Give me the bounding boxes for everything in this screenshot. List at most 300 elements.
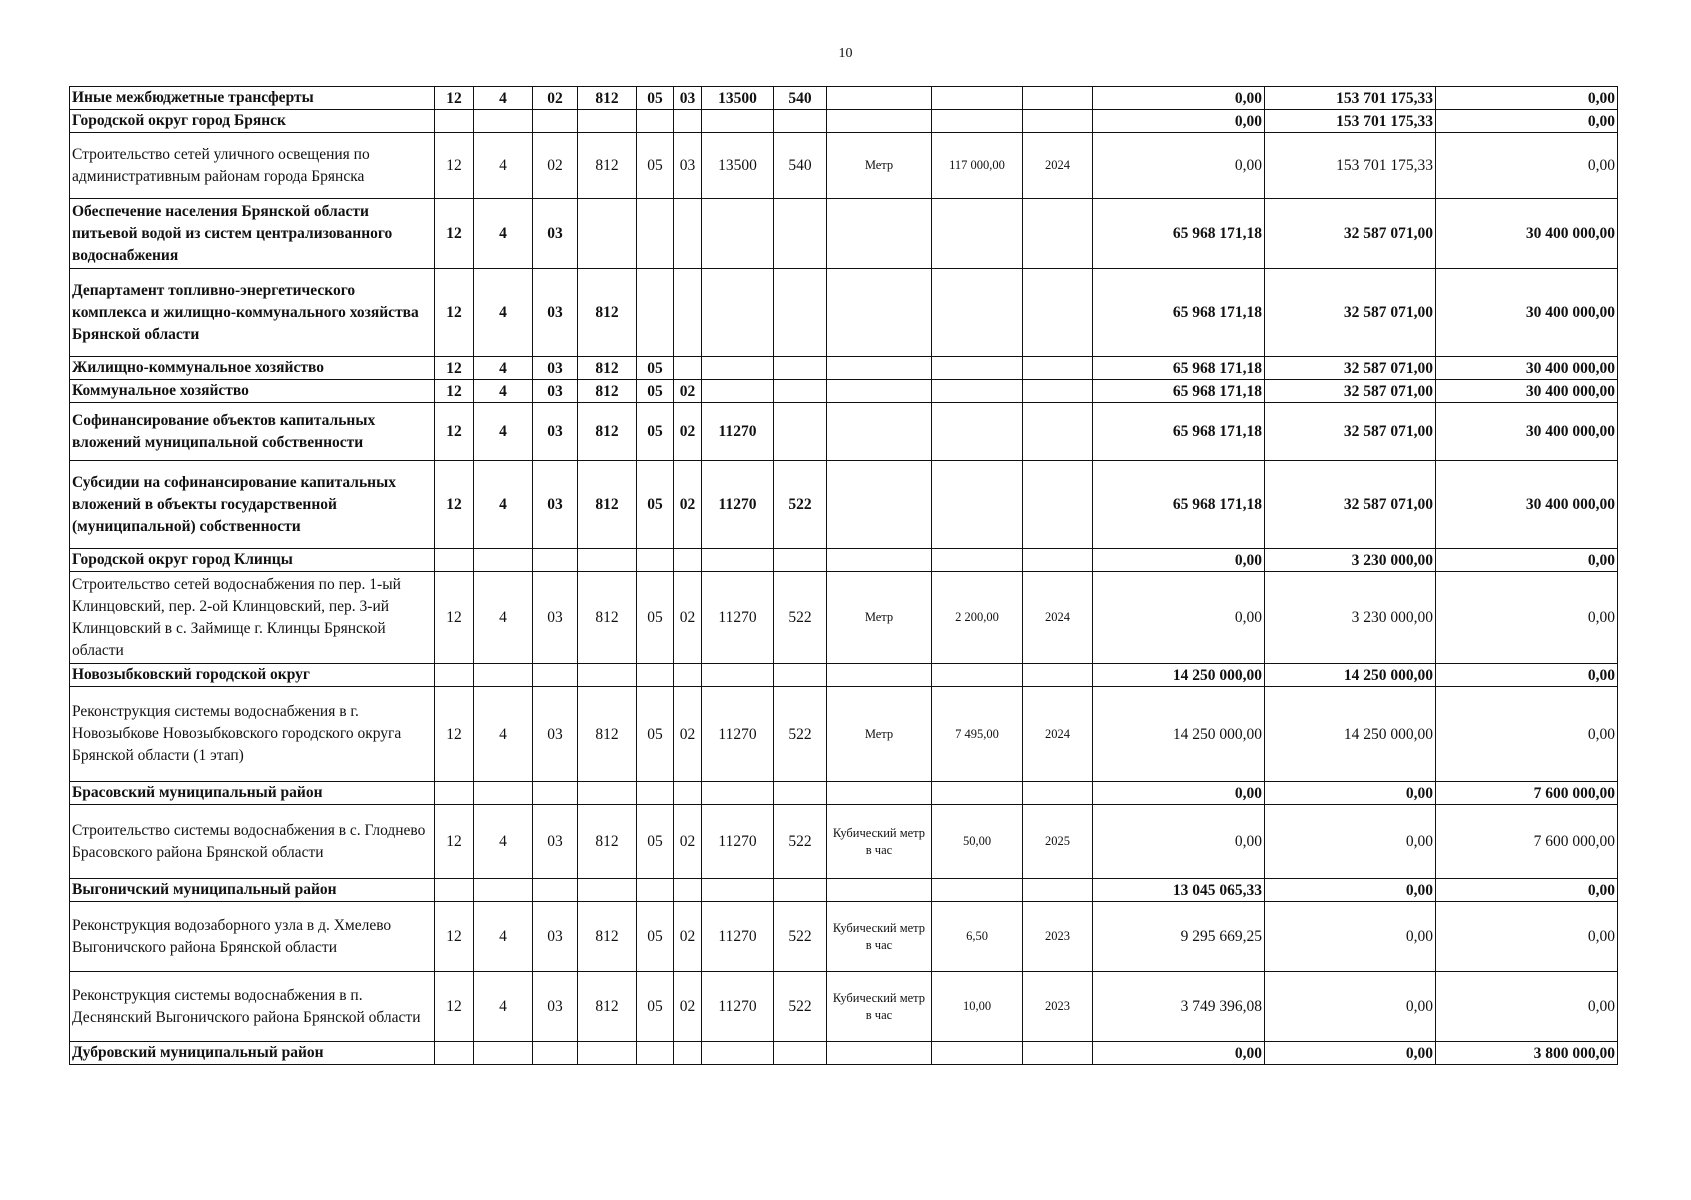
unit-cell [827, 461, 932, 549]
unit-cell [827, 110, 932, 133]
amount-cell: 3 749 396,08 [1093, 972, 1265, 1042]
code-cell [774, 380, 827, 403]
code-cell: 522 [774, 805, 827, 879]
amount-cell: 0,00 [1265, 879, 1436, 902]
amount-cell: 7 600 000,00 [1436, 805, 1618, 879]
table-row [70, 879, 1618, 902]
amount-cell: 0,00 [1093, 782, 1265, 805]
amount-cell: 30 400 000,00 [1436, 269, 1618, 357]
code-cell [578, 549, 637, 572]
code-cell: 12 [435, 687, 474, 782]
year-cell [1023, 1042, 1093, 1065]
row-name-cell: Реконструкция системы водоснабжения в п. Деснянский Выгоничского района Брянской области [70, 972, 435, 1042]
year-cell: 2025 [1023, 805, 1093, 879]
code-cell: 05 [637, 972, 674, 1042]
code-cell: 812 [578, 687, 637, 782]
code-cell [674, 110, 702, 133]
code-cell: 12 [435, 572, 474, 664]
code-cell: 05 [637, 380, 674, 403]
code-cell: 13500 [702, 87, 774, 110]
amount-cell: 7 600 000,00 [1436, 782, 1618, 805]
code-cell [702, 1042, 774, 1065]
code-cell [533, 879, 578, 902]
unit-cell: Метр [827, 572, 932, 664]
amount-cell: 30 400 000,00 [1436, 357, 1618, 380]
code-cell: 4 [474, 357, 533, 380]
unit-cell: Кубический метр в час [827, 972, 932, 1042]
code-cell: 02 [674, 403, 702, 461]
unit-cell: Метр [827, 687, 932, 782]
code-cell: 05 [637, 687, 674, 782]
code-cell [674, 664, 702, 687]
code-cell [702, 782, 774, 805]
table-row [70, 664, 1618, 687]
code-cell: 12 [435, 199, 474, 269]
table-row [70, 572, 1618, 664]
table-row [70, 461, 1618, 549]
code-cell: 812 [578, 805, 637, 879]
code-cell: 4 [474, 902, 533, 972]
code-cell: 522 [774, 572, 827, 664]
table-row [70, 403, 1618, 461]
amount-cell: 0,00 [1436, 133, 1618, 199]
year-cell [1023, 461, 1093, 549]
code-cell [674, 357, 702, 380]
code-cell: 4 [474, 687, 533, 782]
year-cell [1023, 269, 1093, 357]
code-cell: 812 [578, 572, 637, 664]
code-cell: 812 [578, 403, 637, 461]
code-cell: 4 [474, 87, 533, 110]
capacity-cell [932, 87, 1023, 110]
row-name-cell: Новозыбковский городской округ [70, 664, 435, 687]
capacity-cell [932, 110, 1023, 133]
code-cell [702, 357, 774, 380]
capacity-cell: 6,50 [932, 902, 1023, 972]
unit-cell: Кубический метр в час [827, 902, 932, 972]
unit-cell: Кубический метр в час [827, 805, 932, 879]
year-cell [1023, 879, 1093, 902]
code-cell [637, 782, 674, 805]
code-cell: 03 [533, 687, 578, 782]
code-cell [533, 782, 578, 805]
code-cell [774, 403, 827, 461]
amount-cell: 65 968 171,18 [1093, 199, 1265, 269]
amount-cell: 0,00 [1093, 110, 1265, 133]
code-cell [774, 269, 827, 357]
code-cell: 12 [435, 269, 474, 357]
amount-cell: 65 968 171,18 [1093, 380, 1265, 403]
code-cell [578, 664, 637, 687]
year-cell [1023, 664, 1093, 687]
code-cell [533, 664, 578, 687]
code-cell [674, 199, 702, 269]
capacity-cell [932, 269, 1023, 357]
code-cell [702, 664, 774, 687]
year-cell: 2023 [1023, 972, 1093, 1042]
code-cell: 02 [533, 87, 578, 110]
amount-cell: 32 587 071,00 [1265, 403, 1436, 461]
table-row [70, 972, 1618, 1042]
amount-cell: 30 400 000,00 [1436, 380, 1618, 403]
table-row [70, 110, 1618, 133]
code-cell: 812 [578, 380, 637, 403]
capacity-cell [932, 782, 1023, 805]
row-name-cell: Строительство сетей водоснабжения по пер. 1-ый Клинцовский, пер. 2-ой Клинцовский, пер. 3-ий Клинцовский в с. Займище г. Клинцы Брянской области [70, 572, 435, 664]
code-cell [702, 380, 774, 403]
unit-cell [827, 87, 932, 110]
code-cell: 05 [637, 805, 674, 879]
amount-cell: 0,00 [1265, 902, 1436, 972]
unit-cell [827, 782, 932, 805]
year-cell: 2024 [1023, 133, 1093, 199]
amount-cell: 0,00 [1436, 572, 1618, 664]
code-cell: 12 [435, 461, 474, 549]
amount-cell: 0,00 [1265, 1042, 1436, 1065]
code-cell: 05 [637, 902, 674, 972]
amount-cell: 30 400 000,00 [1436, 199, 1618, 269]
code-cell: 05 [637, 572, 674, 664]
code-cell: 4 [474, 380, 533, 403]
table-row [70, 269, 1618, 357]
amount-cell: 0,00 [1265, 782, 1436, 805]
capacity-cell: 2 200,00 [932, 572, 1023, 664]
code-cell: 4 [474, 199, 533, 269]
code-cell: 4 [474, 269, 533, 357]
row-name-cell: Реконструкция системы водоснабжения в г. Новозыбкове Новозыбковского городского округа Брянской области (1 этап) [70, 687, 435, 782]
row-name-cell: Жилищно-коммунальное хозяйство [70, 357, 435, 380]
amount-cell: 153 701 175,33 [1265, 110, 1436, 133]
amount-cell: 14 250 000,00 [1093, 687, 1265, 782]
code-cell: 03 [674, 87, 702, 110]
unit-cell [827, 199, 932, 269]
code-cell: 02 [674, 380, 702, 403]
code-cell [702, 110, 774, 133]
code-cell: 03 [533, 572, 578, 664]
code-cell: 03 [533, 461, 578, 549]
code-cell: 03 [533, 380, 578, 403]
code-cell: 812 [578, 357, 637, 380]
code-cell: 812 [578, 461, 637, 549]
code-cell [435, 664, 474, 687]
year-cell: 2024 [1023, 572, 1093, 664]
code-cell [774, 664, 827, 687]
code-cell: 03 [533, 269, 578, 357]
code-cell: 4 [474, 972, 533, 1042]
amount-cell: 13 045 065,33 [1093, 879, 1265, 902]
code-cell [578, 879, 637, 902]
amount-cell: 30 400 000,00 [1436, 461, 1618, 549]
capacity-cell [932, 403, 1023, 461]
code-cell [674, 549, 702, 572]
capacity-cell [932, 461, 1023, 549]
code-cell: 4 [474, 133, 533, 199]
code-cell [533, 549, 578, 572]
row-name-cell: Дубровский муниципальный район [70, 1042, 435, 1065]
code-cell [533, 110, 578, 133]
code-cell: 522 [774, 972, 827, 1042]
code-cell: 11270 [702, 972, 774, 1042]
capacity-cell [932, 1042, 1023, 1065]
year-cell [1023, 782, 1093, 805]
amount-cell: 65 968 171,18 [1093, 403, 1265, 461]
row-name-cell: Иные межбюджетные трансферты [70, 87, 435, 110]
amount-cell: 0,00 [1436, 902, 1618, 972]
amount-cell: 14 250 000,00 [1093, 664, 1265, 687]
capacity-cell [932, 664, 1023, 687]
code-cell: 03 [533, 805, 578, 879]
code-cell [774, 879, 827, 902]
code-cell: 02 [674, 972, 702, 1042]
table-row [70, 357, 1618, 380]
code-cell: 03 [533, 199, 578, 269]
amount-cell: 65 968 171,18 [1093, 357, 1265, 380]
amount-cell: 0,00 [1436, 687, 1618, 782]
capacity-cell [932, 357, 1023, 380]
code-cell: 522 [774, 902, 827, 972]
row-name-cell: Департамент топливно-энергетического комплекса и жилищно-коммунального хозяйства Брянской области [70, 269, 435, 357]
code-cell: 12 [435, 972, 474, 1042]
year-cell [1023, 403, 1093, 461]
code-cell [674, 879, 702, 902]
capacity-cell: 10,00 [932, 972, 1023, 1042]
amount-cell: 30 400 000,00 [1436, 403, 1618, 461]
year-cell: 2024 [1023, 687, 1093, 782]
capacity-cell [932, 879, 1023, 902]
unit-cell [827, 879, 932, 902]
table-row [70, 687, 1618, 782]
code-cell [435, 879, 474, 902]
year-cell [1023, 549, 1093, 572]
row-name-cell: Городской округ город Брянск [70, 110, 435, 133]
amount-cell: 32 587 071,00 [1265, 461, 1436, 549]
code-cell [578, 1042, 637, 1065]
code-cell [774, 1042, 827, 1065]
code-cell: 4 [474, 461, 533, 549]
amount-cell: 32 587 071,00 [1265, 199, 1436, 269]
code-cell: 05 [637, 461, 674, 549]
amount-cell: 0,00 [1093, 805, 1265, 879]
code-cell: 12 [435, 403, 474, 461]
code-cell [774, 357, 827, 380]
amount-cell: 32 587 071,00 [1265, 380, 1436, 403]
amount-cell: 65 968 171,18 [1093, 269, 1265, 357]
code-cell [637, 1042, 674, 1065]
code-cell [435, 1042, 474, 1065]
amount-cell: 0,00 [1093, 133, 1265, 199]
code-cell: 12 [435, 380, 474, 403]
table-row [70, 805, 1618, 879]
row-name-cell: Обеспечение населения Брянской области питьевой водой из систем централизованного водоснабжения [70, 199, 435, 269]
code-cell: 11270 [702, 805, 774, 879]
code-cell: 03 [674, 133, 702, 199]
amount-cell: 14 250 000,00 [1265, 664, 1436, 687]
code-cell: 03 [533, 403, 578, 461]
code-cell: 03 [533, 902, 578, 972]
year-cell [1023, 110, 1093, 133]
code-cell: 02 [674, 805, 702, 879]
code-cell [774, 110, 827, 133]
code-cell: 05 [637, 87, 674, 110]
code-cell [578, 199, 637, 269]
amount-cell: 9 295 669,25 [1093, 902, 1265, 972]
amount-cell: 0,00 [1265, 972, 1436, 1042]
code-cell: 540 [774, 133, 827, 199]
code-cell [637, 549, 674, 572]
table-row [70, 782, 1618, 805]
code-cell: 522 [774, 687, 827, 782]
code-cell [637, 110, 674, 133]
unit-cell [827, 1042, 932, 1065]
code-cell: 12 [435, 902, 474, 972]
code-cell [533, 1042, 578, 1065]
table-row [70, 902, 1618, 972]
budget-table [69, 86, 1618, 1065]
code-cell [702, 549, 774, 572]
capacity-cell: 50,00 [932, 805, 1023, 879]
code-cell: 12 [435, 805, 474, 879]
code-cell: 02 [674, 572, 702, 664]
capacity-cell: 117 000,00 [932, 133, 1023, 199]
code-cell: 4 [474, 403, 533, 461]
code-cell [702, 269, 774, 357]
code-cell: 02 [674, 461, 702, 549]
code-cell: 11270 [702, 902, 774, 972]
code-cell [674, 782, 702, 805]
code-cell: 05 [637, 357, 674, 380]
unit-cell [827, 269, 932, 357]
year-cell: 2023 [1023, 902, 1093, 972]
code-cell: 540 [774, 87, 827, 110]
year-cell [1023, 199, 1093, 269]
code-cell: 812 [578, 87, 637, 110]
code-cell: 812 [578, 972, 637, 1042]
code-cell: 11270 [702, 572, 774, 664]
code-cell: 12 [435, 133, 474, 199]
capacity-cell [932, 380, 1023, 403]
unit-cell [827, 357, 932, 380]
code-cell: 522 [774, 461, 827, 549]
amount-cell: 0,00 [1093, 1042, 1265, 1065]
row-name-cell: Выгоничский муниципальный район [70, 879, 435, 902]
code-cell: 05 [637, 133, 674, 199]
code-cell [474, 879, 533, 902]
capacity-cell: 7 495,00 [932, 687, 1023, 782]
row-name-cell: Брасовский муниципальный район [70, 782, 435, 805]
amount-cell: 3 800 000,00 [1436, 1042, 1618, 1065]
page-number: 10 [838, 46, 853, 61]
amount-cell: 32 587 071,00 [1265, 357, 1436, 380]
code-cell [474, 1042, 533, 1065]
code-cell: 11270 [702, 461, 774, 549]
row-name-cell: Строительство системы водоснабжения в с. Глоднево Брасовского района Брянской области [70, 805, 435, 879]
code-cell [474, 782, 533, 805]
code-cell [774, 782, 827, 805]
code-cell [702, 879, 774, 902]
code-cell: 812 [578, 133, 637, 199]
code-cell [474, 549, 533, 572]
code-cell: 4 [474, 805, 533, 879]
table-row [70, 380, 1618, 403]
table-row [70, 549, 1618, 572]
amount-cell: 0,00 [1436, 110, 1618, 133]
row-name-cell: Субсидии на софинансирование капитальных вложений в объекты государственной (муниципальной) собственности [70, 461, 435, 549]
amount-cell: 0,00 [1436, 87, 1618, 110]
amount-cell: 0,00 [1436, 549, 1618, 572]
code-cell: 03 [533, 357, 578, 380]
table-row [70, 87, 1618, 110]
amount-cell: 0,00 [1093, 87, 1265, 110]
amount-cell: 3 230 000,00 [1265, 549, 1436, 572]
code-cell: 02 [674, 687, 702, 782]
amount-cell: 153 701 175,33 [1265, 133, 1436, 199]
budget-table-body [70, 87, 1618, 1065]
code-cell: 05 [637, 403, 674, 461]
unit-cell [827, 549, 932, 572]
code-cell: 11270 [702, 687, 774, 782]
amount-cell: 0,00 [1265, 805, 1436, 879]
code-cell: 11270 [702, 403, 774, 461]
capacity-cell [932, 549, 1023, 572]
table-row [70, 1042, 1618, 1065]
amount-cell: 0,00 [1436, 972, 1618, 1042]
table-row [70, 199, 1618, 269]
code-cell: 03 [533, 972, 578, 1042]
year-cell [1023, 380, 1093, 403]
amount-cell: 3 230 000,00 [1265, 572, 1436, 664]
code-cell [578, 782, 637, 805]
code-cell [774, 549, 827, 572]
row-name-cell: Коммунальное хозяйство [70, 380, 435, 403]
unit-cell: Метр [827, 133, 932, 199]
table-row [70, 133, 1618, 199]
amount-cell: 0,00 [1436, 879, 1618, 902]
code-cell: 12 [435, 357, 474, 380]
code-cell [474, 664, 533, 687]
amount-cell: 0,00 [1093, 549, 1265, 572]
code-cell [702, 199, 774, 269]
amount-cell: 32 587 071,00 [1265, 269, 1436, 357]
code-cell [637, 269, 674, 357]
code-cell [435, 549, 474, 572]
amount-cell: 14 250 000,00 [1265, 687, 1436, 782]
code-cell: 13500 [702, 133, 774, 199]
code-cell [474, 110, 533, 133]
amount-cell: 0,00 [1436, 664, 1618, 687]
code-cell: 812 [578, 902, 637, 972]
code-cell [637, 879, 674, 902]
year-cell [1023, 357, 1093, 380]
unit-cell [827, 403, 932, 461]
code-cell: 02 [674, 902, 702, 972]
code-cell: 812 [578, 269, 637, 357]
row-name-cell: Софинансирование объектов капитальных вложений муниципальной собственности [70, 403, 435, 461]
amount-cell: 153 701 175,33 [1265, 87, 1436, 110]
code-cell [578, 110, 637, 133]
code-cell [637, 199, 674, 269]
row-name-cell: Строительство сетей уличного освещения по административным районам города Брянска [70, 133, 435, 199]
code-cell [435, 782, 474, 805]
code-cell: 02 [533, 133, 578, 199]
row-name-cell: Реконструкция водозаборного узла в д. Хмелево Выгоничского района Брянской области [70, 902, 435, 972]
amount-cell: 0,00 [1093, 572, 1265, 664]
amount-cell: 65 968 171,18 [1093, 461, 1265, 549]
unit-cell [827, 664, 932, 687]
code-cell [637, 664, 674, 687]
unit-cell [827, 380, 932, 403]
code-cell [435, 110, 474, 133]
row-name-cell: Городской округ город Клинцы [70, 549, 435, 572]
